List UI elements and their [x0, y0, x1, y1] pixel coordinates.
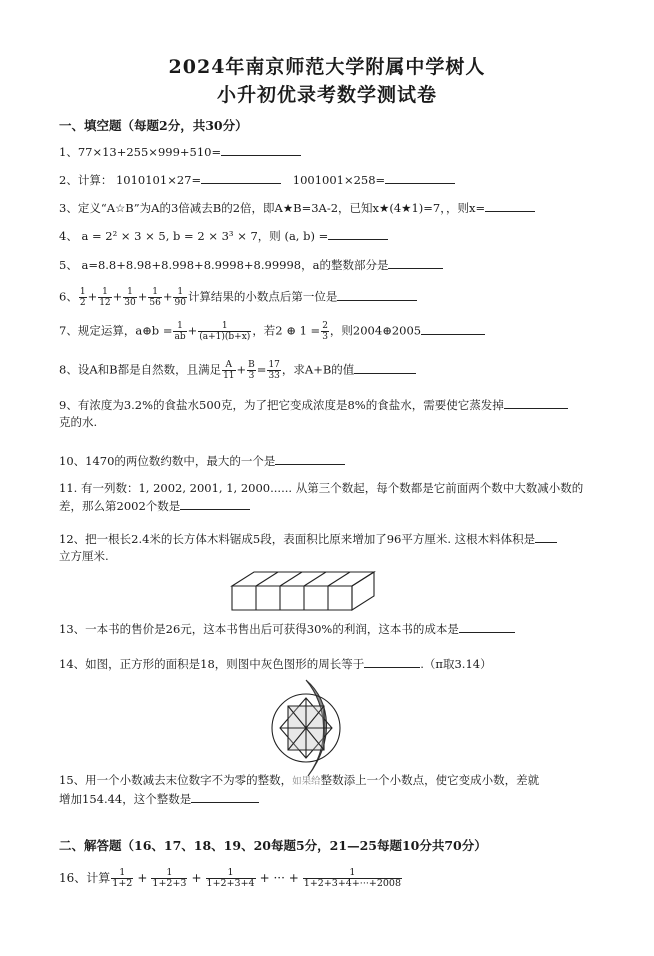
fraction: $\frac{1}{12}$ [99, 287, 111, 308]
answer-blank[interactable] [221, 143, 301, 156]
answer-blank[interactable] [388, 256, 443, 269]
question-12-text: 12、把一根长2.4米的长方体木料锯成5段，表面积比原来增加了96平方厘米. 这根木料体积是 [59, 532, 536, 546]
question-13 [59, 620, 515, 637]
question-16-text: 16、计算 [59, 871, 111, 885]
fraction: $\frac{1}{56}$ [149, 287, 161, 308]
fraction: $\frac{1}{2}$ [79, 287, 86, 308]
question-6-label: 6、 [59, 289, 78, 304]
question-11-text: 11. 有一列数：1, 2002, 2001, 1, 2000...... 从第三个数起，每个数都是它前面两个数中大数减小数的 [59, 481, 584, 495]
fraction: $\frac{B}{3}$ [248, 360, 255, 381]
fraction: $\frac{1}{1+2}$ [112, 867, 133, 889]
question-14-text: 14、如图，正方形的面积是18，则图中灰色图形的周长等于 [59, 657, 365, 671]
answer-blank[interactable] [328, 227, 388, 240]
question-15-line2 [59, 790, 259, 807]
question-10-text: 10、1470的两位数约数中，最大的一个是 [59, 454, 276, 468]
question-14-suffix: .（π取3.14） [420, 657, 492, 671]
answer-blank[interactable] [385, 171, 455, 184]
question-9 [59, 396, 568, 413]
cuboid-figure [228, 568, 378, 612]
question-15-obscured-text: 如果给 [292, 776, 321, 787]
question-15-text-2: 整数添上一个小数点，使它变成小数，差就 [320, 773, 540, 787]
question-16: 16、计算 $\frac{1}{1+2}$ + $\frac{1}{1+2+3}$ + $\frac{1}{1+2+3+4}$ + ··· + $\frac{1}{1+2+3+4+\cdot\cdot\cdot+2008}$ [59, 867, 401, 889]
answer-blank[interactable] [180, 497, 250, 510]
question-4-text: 4、 a = 2² × 3 × 5, b = 2 × 3³ × 7，则 (a, b) = [59, 229, 329, 243]
section1-heading: 一、填空题（每题2分，共30分） [59, 118, 248, 133]
question-8-suffix: ，求A+B的值 [281, 362, 355, 377]
question-5 [59, 256, 443, 273]
answer-blank[interactable] [275, 452, 345, 465]
question-7-mid: ，若2 ⊕ 1 = [252, 323, 321, 338]
question-15-text-3: 增加154.44，这个整数是 [59, 792, 192, 806]
question-10 [59, 452, 345, 469]
fraction: $\frac{1}{90}$ [174, 287, 186, 308]
fraction: $\frac{1}{(a+1)(b+x)}$ [199, 321, 251, 342]
fraction: $\frac{1}{1+2+3+4+\cdot\cdot\cdot+2008}$ [303, 867, 401, 889]
question-9-line2: 克的水. [59, 415, 98, 429]
answer-blank[interactable] [191, 790, 259, 803]
answer-blank[interactable] [337, 288, 417, 301]
fraction: $\frac{17}{33}$ [268, 360, 280, 381]
exam-title-line2: 小升初优录考数学测试卷 [216, 84, 437, 106]
question-7-suffix: ，则2004⊕2005 [329, 323, 422, 338]
answer-blank[interactable] [364, 655, 420, 668]
fraction: $\frac{2}{3}$ [322, 321, 328, 342]
question-4 [59, 227, 388, 244]
question-1 [59, 143, 301, 160]
question-13-text: 13、一本书的售价是26元，这本书售出后可获得30%的利润，这本书的成本是 [59, 622, 459, 636]
question-8-text: 8、设A和B都是自然数，且满足 [59, 362, 222, 377]
question-2b-text: 1001001×258= [292, 173, 386, 187]
question-1-text: 1、77×13+255×999+510= [59, 145, 222, 159]
answer-blank[interactable] [535, 530, 557, 543]
fraction: $\frac{1}{30}$ [124, 287, 136, 308]
answer-blank[interactable] [504, 396, 568, 409]
question-14 [59, 655, 492, 672]
exam-title-line1: 2024年南京师范大学附属中学树人 [168, 56, 486, 78]
question-12 [59, 530, 557, 547]
answer-blank[interactable] [459, 620, 515, 633]
question-11 [59, 480, 583, 496]
answer-blank[interactable] [354, 361, 416, 374]
question-7-text: 7、规定运算，a⊕b = [59, 323, 173, 338]
question-6: 6、 $\frac{1}{2}$ + $\frac{1}{12}$ + $\frac{1}{30}$ + $\frac{1}{56}$ + $\frac{1}{90}$ 计算结果的小数点后第一位是 [59, 287, 417, 308]
question-15 [59, 772, 539, 790]
question-12-line2: 立方厘米. [59, 549, 109, 563]
question-9-text: 9、有浓度为3.2%的食盐水500克，为了把它变成浓度是8%的食盐水，需要使它蒸发掉 [59, 398, 504, 412]
fraction: $\frac{A}{11}$ [223, 360, 235, 381]
circle-square-figure [268, 672, 344, 782]
answer-blank[interactable] [421, 322, 485, 335]
question-2a-text: 2、计算： 1010101×27= [59, 173, 202, 187]
fraction: $\frac{1}{ab}$ [174, 321, 186, 342]
question-3-text: 3、定义“A☆B”为A的3倍减去B的2倍，即A★B=3A-2，已知x★(4★1)=7，，则x= [59, 201, 486, 215]
fraction: $\frac{1}{1+2+3+4}$ [206, 867, 255, 889]
question-5-text: 5、 a=8.8+8.98+8.998+8.9998+8.99998，a的整数部分是 [59, 258, 389, 272]
question-2 [59, 171, 455, 188]
question-8: 8、设A和B都是自然数，且满足 $\frac{A}{11}$ + $\frac{B}{3}$ = $\frac{17}{33}$ ，求A+B的值 [59, 360, 416, 381]
question-3 [59, 199, 535, 216]
answer-blank[interactable] [485, 199, 535, 212]
fraction: $\frac{1}{1+2+3}$ [152, 867, 187, 889]
question-11-text-2: 差，那么第2002个数是 [59, 499, 181, 513]
question-6-text: 计算结果的小数点后第一位是 [187, 289, 338, 304]
question-15-text: 15、用一个小数减去末位数字不为零的整数， [59, 773, 293, 787]
question-11-line2 [59, 497, 250, 514]
answer-blank[interactable] [201, 171, 281, 184]
section2-heading: 二、解答题（16、17、18、19、20每题5分，21—25每题10分共70分） [59, 838, 487, 853]
question-7: 7、规定运算，a⊕b = $\frac{1}{ab}$ + $\frac{1}{(a+1)(b+x)}$ ，若2 ⊕ 1 = $\frac{2}{3}$ ，则2004⊕2005 [59, 321, 485, 342]
